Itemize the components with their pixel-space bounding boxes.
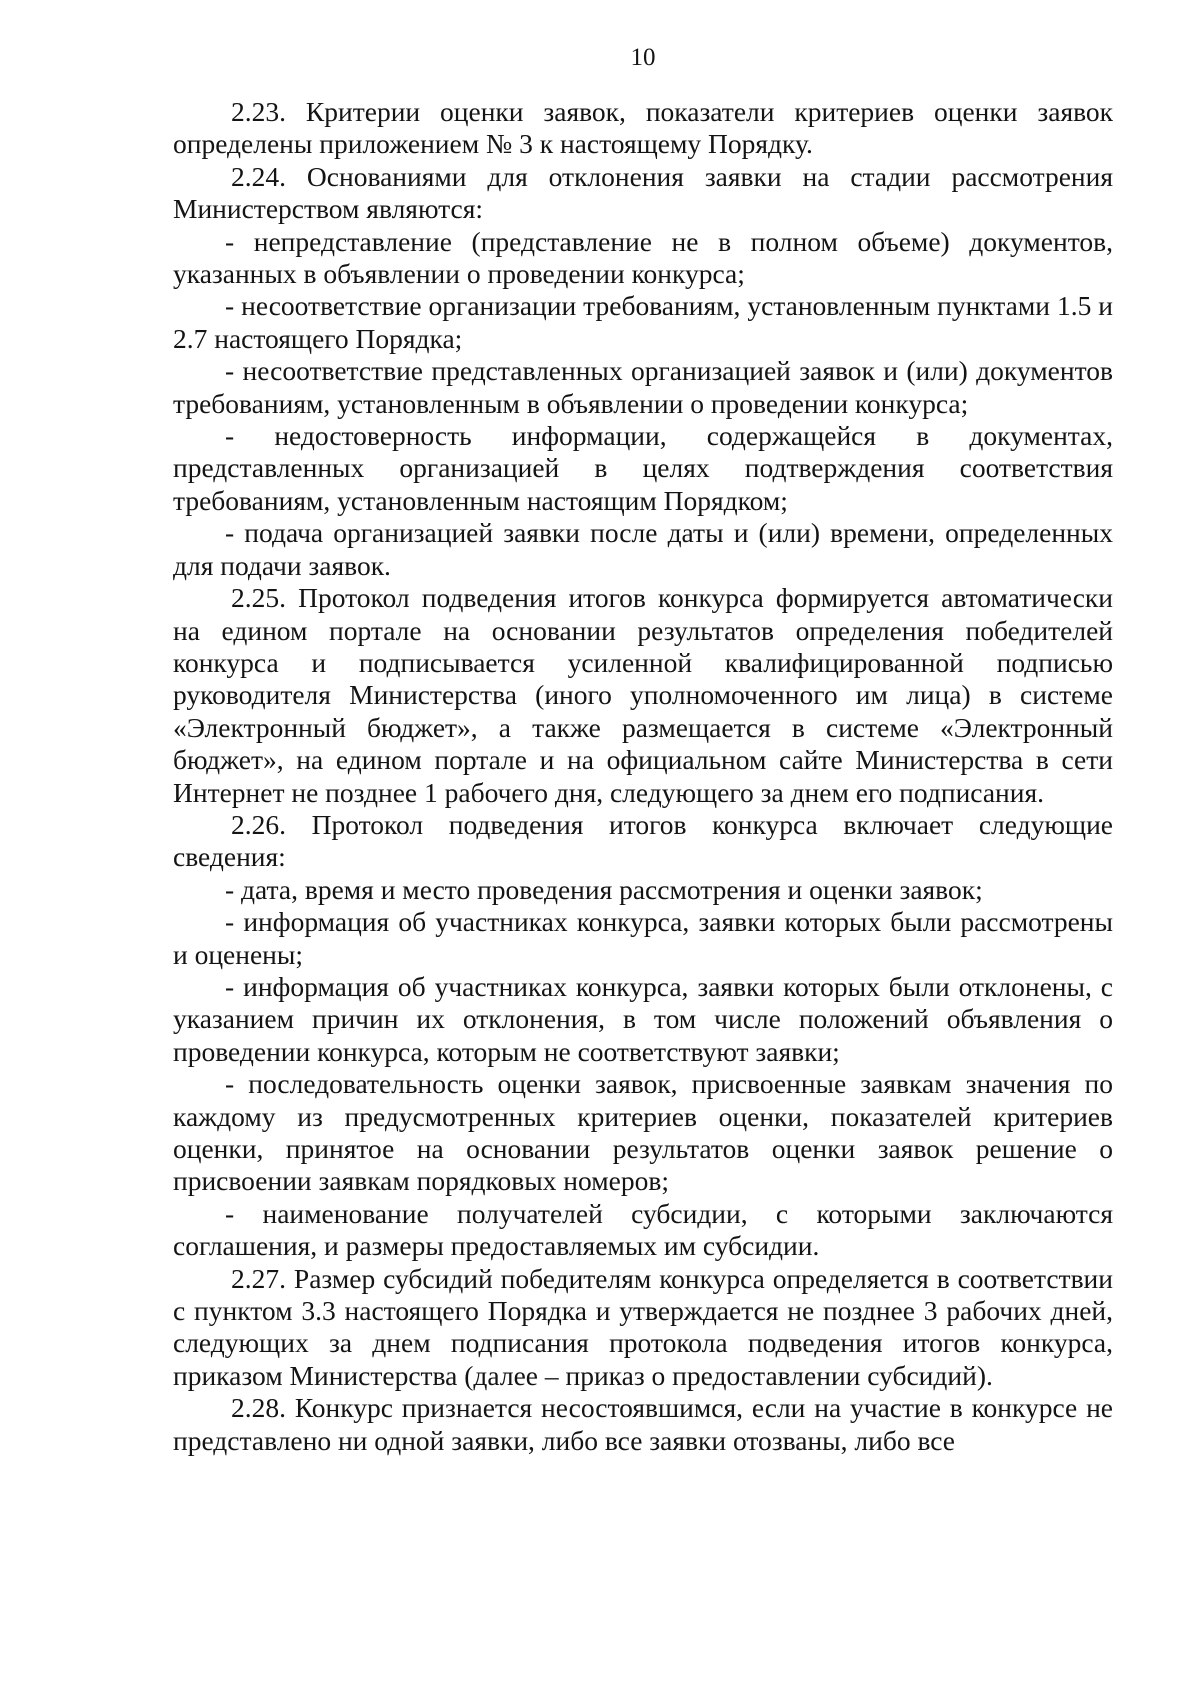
document-body bbox=[173, 96, 1113, 1457]
list-item: - дата, время и место проведения рассмотрения и оценки заявок; bbox=[225, 873, 983, 905]
list-item: - последовательность оценки заявок, присвоенные заявкам значения по каждому из предусмотренных критериев оценки, показателей критериев оценки, принятое на основании результатов оценки заявок решение о присвоении заявкам порядковых номеров; bbox=[173, 1068, 1113, 1197]
paragraph-2-28: 2.28. Конкурс признается несостоявшимся, если на участие в конкурсе не представлено ни одной заявки, либо все заявки отозваны, либо все bbox=[173, 1392, 1113, 1456]
paragraph-2-23: 2.23. Критерии оценки заявок, показатели критериев оценки заявок определены приложением № 3 к настоящему Порядку. bbox=[173, 96, 1113, 160]
list-item: - недостоверность информации, содержащейся в документах, представленных организацией в целях подтверждения соответствия требованиям, установленным настоящим Порядком; bbox=[173, 420, 1113, 516]
paragraph-2-27: 2.27. Размер субсидий победителям конкурса определяется в соответствии с пунктом 3.3 настоящего Порядка и утверждается не позднее 3 рабочих дней, следующих за днем подписания протокола подведения итогов конкурса, приказом Министерства (далее – приказ о предоставлении субсидий). bbox=[173, 1262, 1113, 1391]
paragraph-2-24: 2.24. Основаниями для отклонения заявки на стадии рассмотрения Министерством являются: bbox=[173, 160, 1113, 225]
page-number: 10 bbox=[630, 44, 656, 71]
list-item: - информация об участниках конкурса, заявки которых были рассмотрены и оценены; bbox=[173, 906, 1113, 970]
paragraph-2-25: 2.25. Протокол подведения итогов конкурса формируется автоматически на едином портале на основании результатов определения победителей конкурса и подписывается усиленной квалифицированной подписью руководителя Министерства (иного уполномоченного им лица) в системе «Электронный бюджет», а также размещается в системе «Электронный бюджет», на едином портале и на официальном сайте Министерства в сети Интернет не позднее 1 рабочего дня, следующего за днем его подписания. bbox=[173, 582, 1113, 808]
list-item: - подача организацией заявки после даты и (или) времени, определенных для подачи заявок. bbox=[173, 517, 1113, 581]
list-item: - несоответствие организации требованиям, установленным пунктами 1.5 и 2.7 настоящего Порядка; bbox=[173, 290, 1113, 354]
list-item: - наименование получателей субсидии, с которыми заключаются соглашения, и размеры предоставляемых им субсидии. bbox=[173, 1197, 1113, 1262]
paragraph-2-26: 2.26. Протокол подведения итогов конкурса включает следующие сведения: bbox=[173, 808, 1113, 873]
list-item: - информация об участниках конкурса, заявки которых были отклонены, с указанием причин их отклонения, в том числе положений объявления о проведении конкурса, которым не соответствуют заявки; bbox=[173, 970, 1113, 1067]
list-item: - непредставление (представление не в полном объеме) документов, указанных в объявлении о проведении конкурса; bbox=[173, 225, 1113, 290]
list-item: - несоответствие представленных организацией заявок и (или) документов требованиям, установленным в объявлении о проведении конкурса; bbox=[173, 355, 1113, 419]
